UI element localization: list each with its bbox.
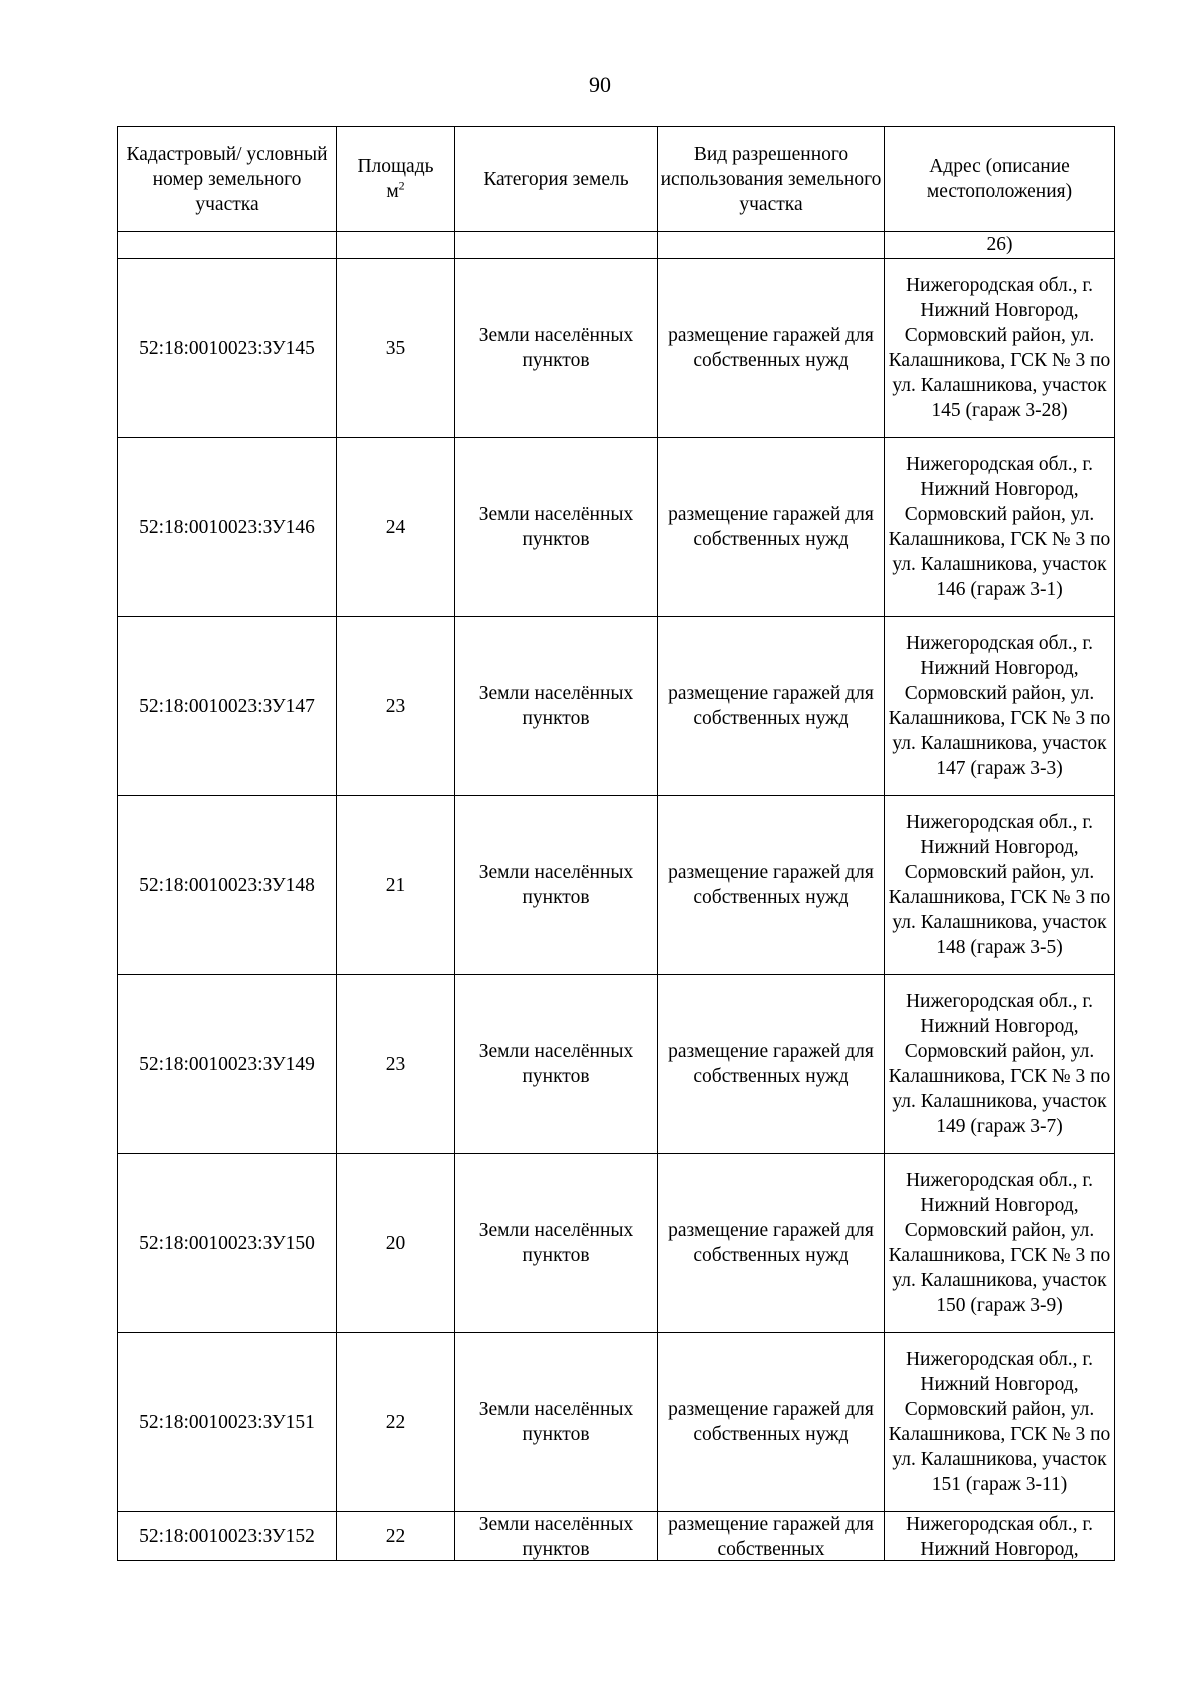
cell-category: Земли населённых пунктов xyxy=(455,1333,658,1512)
cell-usage: размещение гаражей для собственных нужд xyxy=(658,617,885,796)
cell-category: Земли населённых пунктов xyxy=(455,259,658,438)
header-address: Адрес (описание местоположения) xyxy=(885,127,1115,232)
cell-category-text: Земли населённых пунктов xyxy=(478,1514,634,1560)
header-area xyxy=(337,127,455,232)
cell-cadastral: 52:18:0010023:ЗУ150 xyxy=(118,1154,337,1333)
table-row-partial xyxy=(118,1512,1115,1561)
continuation-address-tail: 26) xyxy=(885,232,1115,259)
cell-usage xyxy=(658,1512,885,1561)
cell-cadastral: 52:18:0010023:ЗУ151 xyxy=(118,1333,337,1512)
cell-cadastral: 52:18:0010023:ЗУ147 xyxy=(118,617,337,796)
header-area-unit-sup: 2 xyxy=(398,178,405,193)
cell-area: 24 xyxy=(337,438,455,617)
cell-usage: размещение гаражей для собственных нужд xyxy=(658,438,885,617)
cell-usage: размещение гаражей для собственных нужд xyxy=(658,1333,885,1512)
cell-area: 23 xyxy=(337,975,455,1154)
cell-area: 22 xyxy=(337,1512,455,1561)
table-row xyxy=(118,438,1115,617)
cell-area: 23 xyxy=(337,617,455,796)
cell-usage: размещение гаражей для собственных нужд xyxy=(658,259,885,438)
cell-address: Нижегородская обл., г. Нижний Новгород, Сормовский район, ул. Калашникова, ГСК № 3 по ул. Калашникова, участок 147 (гараж 3-3) xyxy=(885,617,1115,796)
cell-category: Земли населённых пунктов xyxy=(455,1154,658,1333)
cell-category: Земли населённых пунктов xyxy=(455,796,658,975)
cell-area: 20 xyxy=(337,1154,455,1333)
cell-usage: размещение гаражей для собственных нужд xyxy=(658,975,885,1154)
cell-address-text: Нижегородская обл., г. Нижний Новгород, xyxy=(905,1514,1094,1560)
cell-category: Земли населённых пунктов xyxy=(455,975,658,1154)
table-row xyxy=(118,259,1115,438)
header-usage: Вид разрешенного использования земельного участка xyxy=(658,127,885,232)
table-row xyxy=(118,796,1115,975)
cell-usage: размещение гаражей для собственных нужд xyxy=(658,796,885,975)
cell-area: 22 xyxy=(337,1333,455,1512)
cell-category: Земли населённых пунктов xyxy=(455,438,658,617)
cell-address xyxy=(885,1512,1115,1561)
cell-area: 21 xyxy=(337,796,455,975)
cell-cadastral: 52:18:0010023:ЗУ148 xyxy=(118,796,337,975)
cell-cadastral: 52:18:0010023:ЗУ152 xyxy=(118,1512,337,1561)
cell-address: Нижегородская обл., г. Нижний Новгород, Сормовский район, ул. Калашникова, ГСК № 3 по ул. Калашникова, участок 146 (гараж 3-1) xyxy=(885,438,1115,617)
table-row xyxy=(118,975,1115,1154)
continuation-cell-empty xyxy=(337,232,455,259)
land-plots-table xyxy=(117,126,1115,1561)
cell-address: Нижегородская обл., г. Нижний Новгород, Сормовский район, ул. Калашникова, ГСК № 3 по ул. Калашникова, участок 145 (гараж 3-28) xyxy=(885,259,1115,438)
cell-address: Нижегородская обл., г. Нижний Новгород, Сормовский район, ул. Калашникова, ГСК № 3 по ул. Калашникова, участок 149 (гараж 3-7) xyxy=(885,975,1115,1154)
cell-category: Земли населённых пунктов xyxy=(455,617,658,796)
cell-address: Нижегородская обл., г. Нижний Новгород, Сормовский район, ул. Калашникова, ГСК № 3 по ул. Калашникова, участок 151 (гараж 3-11) xyxy=(885,1333,1115,1512)
cell-area: 35 xyxy=(337,259,455,438)
cell-usage-text: размещение гаражей для собственных xyxy=(668,1514,874,1560)
cell-cadastral: 52:18:0010023:ЗУ146 xyxy=(118,438,337,617)
table-row xyxy=(118,617,1115,796)
page-number: 90 xyxy=(589,72,611,97)
continuation-cell-empty xyxy=(118,232,337,259)
continuation-cell-empty xyxy=(455,232,658,259)
cell-address: Нижегородская обл., г. Нижний Новгород, Сормовский район, ул. Калашникова, ГСК № 3 по ул. Калашникова, участок 148 (гараж 3-5) xyxy=(885,796,1115,975)
cell-address: Нижегородская обл., г. Нижний Новгород, Сормовский район, ул. Калашникова, ГСК № 3 по ул. Калашникова, участок 150 (гараж 3-9) xyxy=(885,1154,1115,1333)
cell-cadastral: 52:18:0010023:ЗУ145 xyxy=(118,259,337,438)
cell-cadastral: 52:18:0010023:ЗУ149 xyxy=(118,975,337,1154)
cell-usage: размещение гаражей для собственных нужд xyxy=(658,1154,885,1333)
table-row xyxy=(118,1154,1115,1333)
continuation-row xyxy=(118,232,1115,259)
header-category: Категория земель xyxy=(455,127,658,232)
header-area-unit: м xyxy=(386,181,399,202)
table-row xyxy=(118,1333,1115,1512)
cell-category xyxy=(455,1512,658,1561)
header-area-label: Площадь xyxy=(357,156,434,177)
continuation-cell-empty xyxy=(658,232,885,259)
header-cadastral: Кадастровый/ условный номер земельного участка xyxy=(118,127,337,232)
table-header-row xyxy=(118,127,1115,232)
